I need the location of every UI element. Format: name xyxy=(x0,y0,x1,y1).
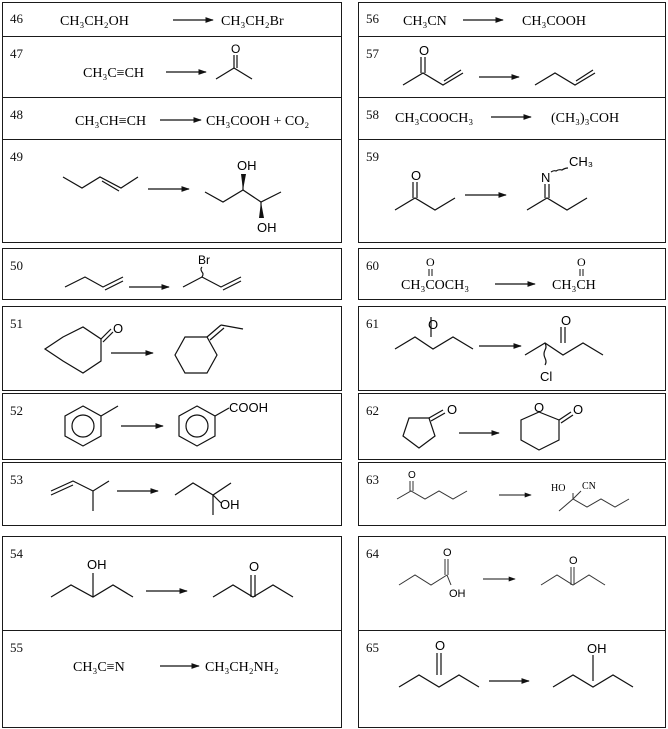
reactant-butene-structure xyxy=(65,277,123,290)
product-ethylidenecyclohexane-structure xyxy=(175,325,243,373)
reactant-cyclopentanone-structure xyxy=(403,410,445,448)
product-lactone-structure xyxy=(521,412,573,450)
reaction-number: 60 xyxy=(366,258,379,273)
reactant-formula: CH₃COCH₃ xyxy=(401,278,470,293)
oxygen-label: O xyxy=(577,255,586,269)
reaction-scheme xyxy=(359,307,667,392)
chlorine-label: Cl xyxy=(540,369,553,384)
methyl-label: CH₃ xyxy=(569,154,594,169)
oxygen-label: O xyxy=(435,638,446,653)
reactant-formula: CH₃CH₂OH xyxy=(60,14,129,29)
reaction-scheme xyxy=(3,37,343,99)
product-pentanone-structure xyxy=(213,575,293,597)
reaction-number: 57 xyxy=(366,46,379,61)
reaction-number: 55 xyxy=(10,640,23,655)
product-pentanol-structure xyxy=(553,655,633,687)
carboxyl-label: COOH xyxy=(229,400,268,415)
reaction-number: 58 xyxy=(366,107,379,122)
reactant-pentanone-structure xyxy=(399,653,479,687)
reaction-scheme xyxy=(3,98,343,141)
reaction-scheme xyxy=(3,537,343,633)
reaction-scheme xyxy=(3,394,343,461)
product-acetone-structure xyxy=(216,55,252,79)
oxygen-label: O xyxy=(426,255,435,269)
product-butene-structure xyxy=(535,70,595,85)
reaction-number: 52 xyxy=(10,403,23,418)
hydroxyl-label: OH xyxy=(220,497,240,512)
reaction-number: 63 xyxy=(366,472,379,487)
product-imine-structure xyxy=(527,168,587,210)
oxygen-label: O xyxy=(408,470,416,481)
reactant-propanoic-acid-structure xyxy=(399,559,451,585)
oxygen-label: O xyxy=(113,321,124,336)
reaction-number: 53 xyxy=(10,472,23,487)
reaction-number: 59 xyxy=(366,149,379,164)
reaction-cell-63 xyxy=(358,462,666,526)
product-formula: CH₃COOH + CO₂ xyxy=(206,114,310,129)
reactant-formula: CH₃CH≡CH xyxy=(75,114,147,129)
reaction-number: 65 xyxy=(366,640,379,655)
hydroxyl-label: OH xyxy=(449,588,466,600)
cyano-label: CN xyxy=(582,481,596,492)
reactant-hexanone-structure xyxy=(397,481,467,499)
reaction-cell-48 xyxy=(2,97,342,140)
product-formula: CH₃COOH xyxy=(522,14,586,29)
reaction-cell-55 xyxy=(2,630,342,728)
reactant-toluene-structure xyxy=(65,406,118,446)
product-formula: CH₃CH xyxy=(552,278,596,293)
reactant-formula: CH₃CN xyxy=(403,14,447,29)
hydroxyl-label: OH xyxy=(587,641,607,656)
reaction-scheme xyxy=(359,3,667,38)
reaction-scheme xyxy=(3,3,343,38)
reaction-cell-54 xyxy=(2,536,342,632)
bromine-label: Br xyxy=(198,253,210,267)
reaction-cell-64 xyxy=(358,536,666,632)
reactant-butanone-structure xyxy=(395,182,455,210)
hydroxyl-label: OH xyxy=(237,158,257,173)
reaction-scheme xyxy=(359,249,667,301)
product-formula: CH₃CH₂NH₂ xyxy=(205,660,279,675)
reactant-butenone-structure xyxy=(403,57,463,85)
nitrogen-label: N xyxy=(541,170,551,185)
oxygen-label: O xyxy=(443,547,452,559)
reaction-scheme xyxy=(3,463,343,527)
hydroxyl-label: OH xyxy=(87,557,107,572)
reaction-number: 48 xyxy=(10,107,23,122)
reaction-cell-53 xyxy=(2,462,342,526)
reaction-number: 50 xyxy=(10,258,23,273)
reaction-number: 47 xyxy=(10,46,23,61)
oxygen-label: O xyxy=(534,400,545,415)
reaction-cell-56 xyxy=(358,2,666,37)
product-formula: CH₃CH₂Br xyxy=(221,14,284,29)
reaction-cell-52 xyxy=(2,393,342,460)
reactant-methylbutene-structure xyxy=(51,481,109,511)
reaction-cell-65 xyxy=(358,630,666,728)
product-hexanone-structure xyxy=(541,567,605,585)
reactant-cyclohexanone-structure xyxy=(45,327,113,373)
oxygen-label: O xyxy=(569,555,578,567)
reaction-scheme xyxy=(3,249,343,301)
reaction-cell-61 xyxy=(358,306,666,391)
reaction-cell-59 xyxy=(358,139,666,243)
reaction-number: 62 xyxy=(366,403,379,418)
reaction-number: 64 xyxy=(366,546,379,561)
hydroxyl-label: HO xyxy=(551,483,566,494)
reaction-scheme xyxy=(3,307,343,392)
reaction-cell-60 xyxy=(358,248,666,300)
reaction-cell-47 xyxy=(2,36,342,98)
reaction-cell-49 xyxy=(2,139,342,243)
reactant-cis-2-pentene-structure xyxy=(63,177,138,191)
hydroxyl-label: OH xyxy=(257,220,277,235)
reactant-formula: CH₃COOCH₃ xyxy=(395,111,474,126)
oxygen-label: O xyxy=(447,402,458,417)
reaction-number: 61 xyxy=(366,316,379,331)
oxygen-label: O xyxy=(419,43,430,58)
reaction-cell-51 xyxy=(2,306,342,391)
reaction-number: 49 xyxy=(10,149,23,164)
oxygen-label: O xyxy=(411,168,422,183)
reactant-pentanol-structure xyxy=(51,573,133,597)
reaction-scheme xyxy=(359,463,667,527)
reaction-scheme xyxy=(359,140,667,244)
reaction-scheme xyxy=(359,394,667,461)
reaction-scheme xyxy=(359,537,667,633)
reaction-cell-62 xyxy=(358,393,666,460)
reaction-number: 51 xyxy=(10,316,23,331)
reaction-scheme xyxy=(359,37,667,99)
oxygen-label: O xyxy=(428,317,439,332)
reaction-cell-50 xyxy=(2,248,342,300)
reaction-number: 46 xyxy=(10,11,23,26)
product-formula: (CH₃)₃COH xyxy=(551,111,620,126)
product-bromobutene-structure xyxy=(183,267,241,290)
oxygen-label: O xyxy=(231,42,241,56)
product-cyanohydrin-structure xyxy=(559,491,629,511)
reaction-scheme xyxy=(3,631,343,729)
reaction-scheme xyxy=(3,140,343,244)
reactant-formula: CH₃C≡N xyxy=(73,660,125,675)
product-chloropentanone-structure xyxy=(525,327,603,365)
reaction-number: 56 xyxy=(366,11,379,26)
reaction-scheme xyxy=(359,631,667,729)
reaction-cell-46 xyxy=(2,2,342,37)
oxygen-label: O xyxy=(249,559,260,574)
reaction-cell-58 xyxy=(358,97,666,140)
reactant-formula: CH₃C≡CH xyxy=(83,66,145,81)
reaction-cell-57 xyxy=(358,36,666,98)
reaction-number: 54 xyxy=(10,546,23,561)
oxygen-label: O xyxy=(573,402,584,417)
product-benzoic-acid-structure xyxy=(179,406,229,446)
reaction-scheme xyxy=(359,98,667,141)
oxygen-label: O xyxy=(561,313,572,328)
